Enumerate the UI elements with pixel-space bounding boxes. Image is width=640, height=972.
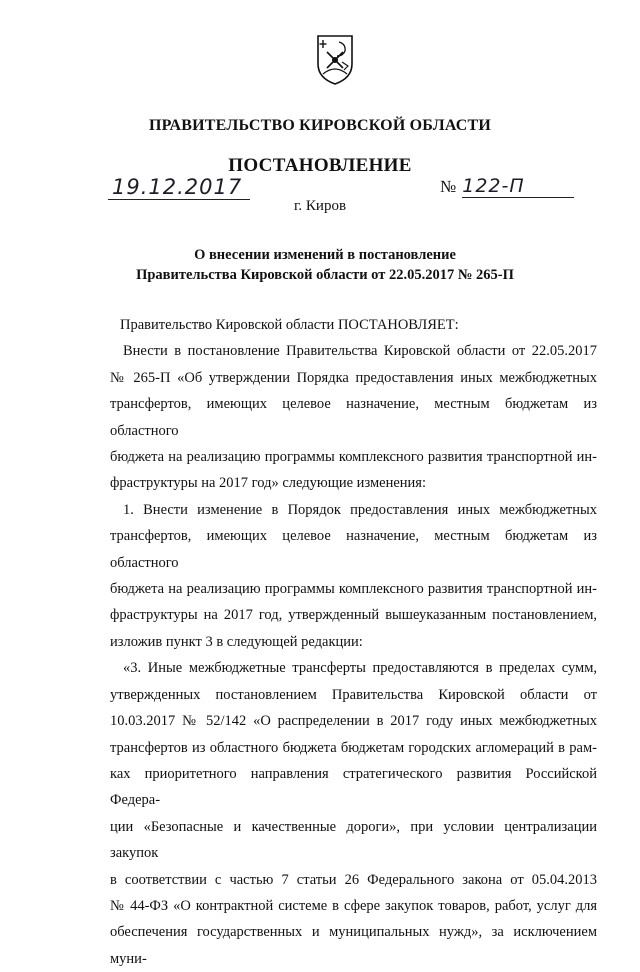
decree-date [108, 175, 250, 200]
subject-line: Правительства Кировской области от 22.05.2017 № 265-П [136, 267, 514, 283]
body-line: ции «Безопасные и качественные дороги», при условии централизации закупок [110, 818, 597, 862]
decree-number [440, 175, 574, 198]
body-line: изложив пункт 3 в следующей редакции: [110, 633, 363, 650]
body-line: трансфертов из областного бюджета бюджетам городских агломераций в рам- [110, 739, 597, 756]
document-type-title: ПОСТАНОВЛЕНИЕ [228, 155, 412, 176]
decree-body [110, 312, 597, 972]
body-line: «3. Иные межбюджетные трансферты предоставляются в пределах сумм, [123, 660, 597, 677]
body-line: Внести в постановление Правительства Кировской области от 22.05.2017 [123, 343, 597, 360]
handwritten-number: 122-П [462, 175, 574, 198]
coat-of-arms-icon [315, 34, 355, 86]
body-line: трансфертов, имеющих целевое назначение, местным бюджетам из областного [110, 528, 597, 571]
body-line: № 265-П «Об утверждении Порядка предоставления иных межбюджетных [110, 369, 597, 386]
body-line: 1. Внести изменение в Порядок предоставления иных межбюджетных [123, 501, 597, 518]
body-line: обеспечения государственных и муниципальных нужд», за исключением муни- [110, 924, 597, 967]
handwritten-date: 19.12.2017 [108, 175, 250, 200]
body-line: бюджета на реализацию программы комплексного развития транспортной ин- [110, 581, 597, 598]
subject-line: О внесении изменений в постановление [194, 247, 456, 263]
body-line: фраструктуры на 2017 год» следующие изменения: [110, 475, 426, 492]
body-line: ках приоритетного направления стратегического развития Российской Федера- [110, 765, 597, 809]
body-line: в соответствии с частью 7 статьи 26 Федерального закона от 05.04.2013 [110, 871, 597, 888]
government-title: ПРАВИТЕЛЬСТВО КИРОВСКОЙ ОБЛАСТИ [148, 117, 492, 134]
body-line: 10.03.2017 № 52/142 «О распределении в 2017 году иных межбюджетных [110, 713, 597, 730]
decree-subject [120, 245, 530, 285]
body-line: Правительство Кировской области ПОСТАНОВЛЯЕТ: [120, 317, 459, 333]
body-line: бюджета на реализацию программы комплексного развития транспортной ин- [110, 449, 597, 466]
body-line: утвержденных постановлением Правительства Кировской области от [110, 686, 597, 703]
body-line: № 44-ФЗ «О контрактной системе в сфере закупок товаров, работ, услуг для [110, 897, 597, 914]
number-label: № [440, 177, 457, 196]
city-name: г. Киров [293, 198, 347, 214]
body-line: фраструктуры на 2017 год, утвержденный вышеуказанным постановлением, [110, 607, 597, 624]
body-line: трансфертов, имеющих целевое назначение, местным бюджетам из областного [110, 396, 597, 439]
